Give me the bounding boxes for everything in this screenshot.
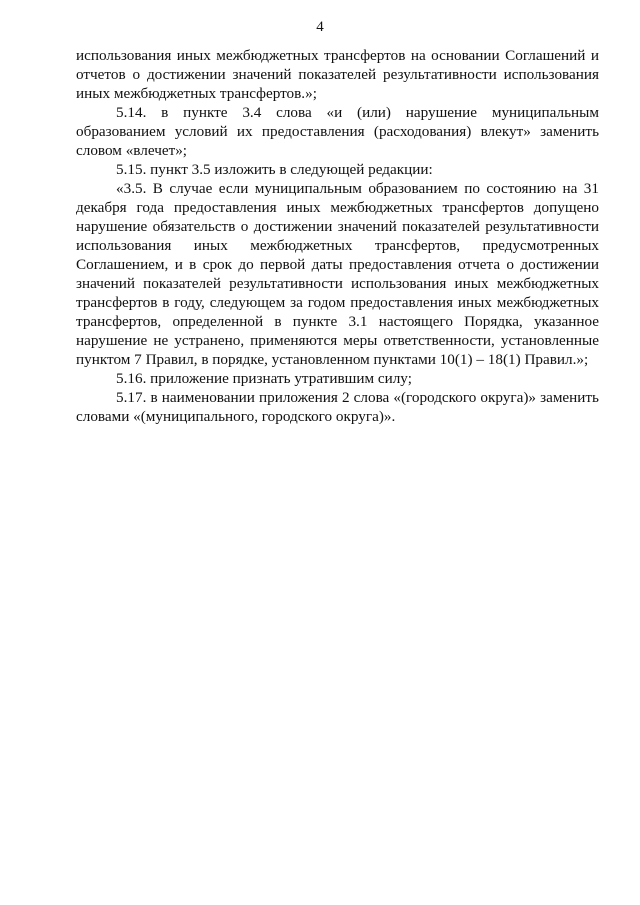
paragraph-continuation: использования иных межбюджетных трансфертов на основании Соглашений и отчетов о достижении значений показателей результативности использования иных межбюджетных трансфертов.»; xyxy=(76,47,599,102)
document-body xyxy=(76,46,599,426)
paragraph-3-5-text: «3.5. В случае если муниципальным образованием по состоянию на 31 декабря года предоставления иных межбюджетных трансфертов допущено нарушение обязательств о достижении значений показателей результативности использования иных межбюджетных трансфертов, предусмотренных Соглашением, и в срок до первой даты предоставления отчета о достижении значений показателей результативности использования иных межбюджетных трансфертов в году, следующем за годом предоставления иных межбюджетных трансфертов, определенной в пункте 3.1 настоящего Порядка, указанное нарушение не устранено, применяются меры ответственности, установленные пунктом 7 Правил, в порядке, установленном пунктами 10(1) – 18(1) Правил.»; xyxy=(76,180,599,368)
paragraph-5-17: 5.17. в наименовании приложения 2 слова «(городского округа)» заменить словами «(муниципального, городского округа)». xyxy=(76,389,599,425)
paragraph-5-14: 5.14. в пункте 3.4 слова «и (или) нарушение муниципальным образованием условий их предоставления (расходования) влекут» заменить словом «влечет»; xyxy=(76,104,599,159)
paragraph-5-15: 5.15. пункт 3.5 изложить в следующей редакции: xyxy=(116,161,433,178)
page-number: 4 xyxy=(316,19,324,35)
paragraph-5-16: 5.16. приложение признать утратившим силу; xyxy=(116,370,412,387)
